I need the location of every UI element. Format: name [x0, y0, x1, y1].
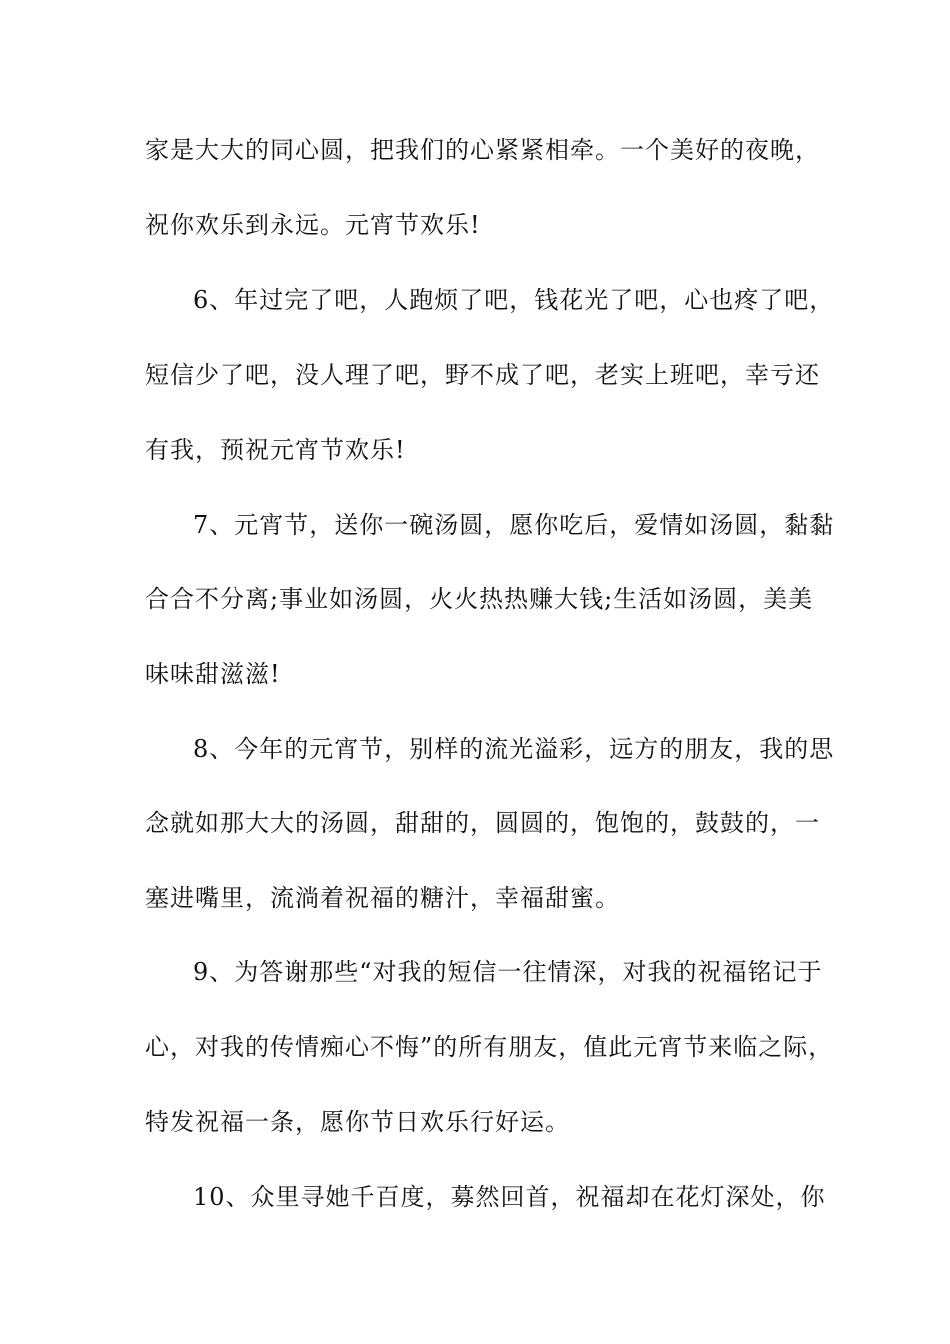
text-line: 念就如那大大的汤圆，甜甜的，圆圆的，饱饱的，鼓鼓的，一: [145, 809, 820, 837]
text-line: 7、元宵节，送你一碗汤圆，愿你吃后，爱情如汤圆，黏黏: [193, 511, 835, 539]
text-line: 有我，预祝元宵节欢乐!: [145, 436, 406, 464]
text-line: 10、众里寻她千百度，募然回首，祝福却在花灯深处，你: [193, 1183, 826, 1211]
text-line: 味味甜滋滋!: [145, 660, 281, 688]
text-line: 塞进嘴里，流淌着祝福的糖汁，幸福甜蜜。: [145, 884, 620, 912]
text-line: 9、为答谢那些“对我的短信一往情深，对我的祝福铭记于: [193, 958, 823, 986]
text-line: 心，对我的传情痴心不悔”的所有朋友，值此元宵节来临之际，: [145, 1033, 834, 1061]
text-line: 6、年过完了吧，人跑烦了吧，钱花光了吧，心也疼了吧，: [193, 286, 835, 314]
text-line: 特发祝福一条，愿你节日欢乐行好运。: [145, 1108, 570, 1136]
text-line: 短信少了吧，没人理了吧，野不成了吧，老实上班吧，幸亏还: [145, 361, 820, 389]
text-line: 家是大大的同心圆，把我们的心紧紧相牵。一个美好的夜晚，: [145, 136, 820, 164]
text-line: 合合不分离;事业如汤圆，火火热热赚大钱;生活如汤圆，美美: [145, 585, 814, 613]
text-line: 祝你欢乐到永远。元宵节欢乐!: [145, 211, 481, 239]
text-line: 8、今年的元宵节，别样的流光溢彩，远方的朋友，我的思: [193, 735, 835, 763]
